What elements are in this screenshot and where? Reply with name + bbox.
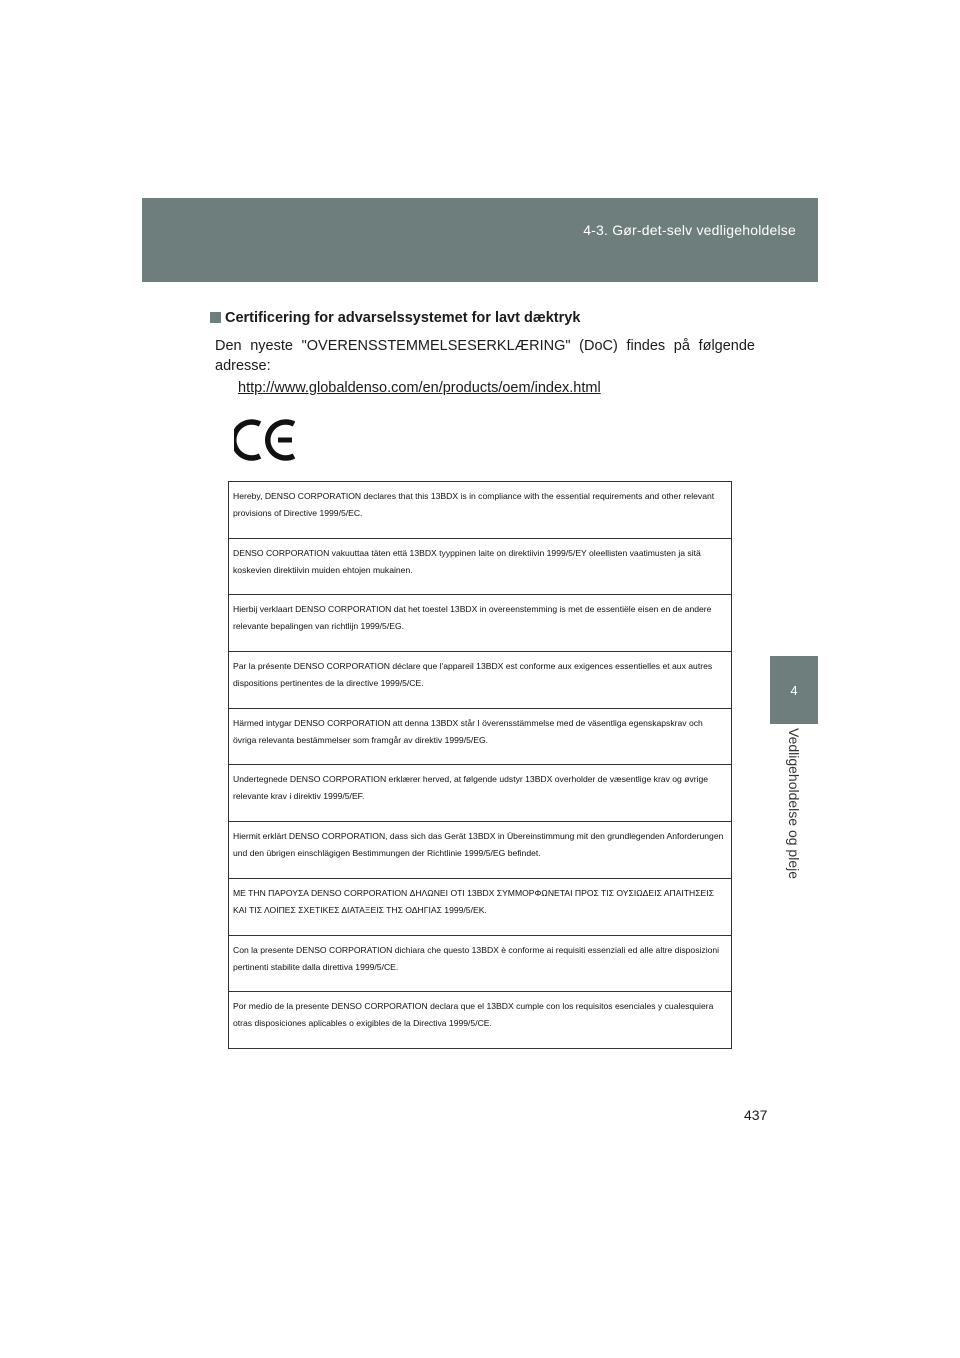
- section-title: 4-3. Gør-det-selv vedligeholdelse: [583, 222, 796, 238]
- intro-paragraph: Den nyeste "OVERENSSTEMMELSESERKLÆRING" (DoC) findes på følgende adresse:: [215, 338, 755, 374]
- certification-section: [210, 310, 755, 376]
- header-bar: [142, 198, 818, 282]
- chapter-tab: 4: [770, 656, 818, 724]
- declaration-row-de: Hiermit erklärt DENSO CORPORATION, dass sich das Gerät 13BDX in Übereinstimmung mit den grundlegenden Anforderungen und den übrigen einschlägigen Bestimmungen der Richtlinie 1999/5/EG befindet.: [229, 822, 731, 879]
- chapter-title: Vedligeholdelse og pleje: [786, 728, 802, 880]
- declaration-table: [228, 481, 732, 1049]
- declaration-row-nl: Hierbij verklaart DENSO CORPORATION dat het toestel 13BDX in overeenstemming is met de essentiële eisen en de andere relevante bepalingen van richtlijn 1999/5/EG.: [229, 595, 731, 652]
- declaration-row-sv: Härmed intygar DENSO CORPORATION att denna 13BDX står I överensstämmelse med de väsentliga egenskapskrav och övriga relevanta bestämmelser som framgår av direktiv 1999/5/EG.: [229, 709, 731, 766]
- doc-url-link[interactable]: http://www.globaldenso.com/en/products/oem/index.html: [238, 380, 601, 396]
- section-heading: Certificering for advarselssystemet for lavt dæktryk: [210, 310, 755, 326]
- page-number: 437: [744, 1107, 768, 1123]
- declaration-row-en: Hereby, DENSO CORPORATION declares that this 13BDX is in compliance with the essential requirements and other relevant provisions of Directive 1999/5/EC.: [229, 482, 731, 539]
- declaration-row-fr: Par la présente DENSO CORPORATION déclare que l'appareil 13BDX est conforme aux exigences essentielles et aux autres dispositions pertinentes de la directive 1999/5/CE.: [229, 652, 731, 709]
- declaration-row-it: Con la presente DENSO CORPORATION dichiara che questo 13BDX è conforme ai requisiti essenziali ed alle altre disposizioni pertinenti stabilite dalla direttiva 1999/5/CE.: [229, 936, 731, 993]
- declaration-row-el: ΜΕ ΤΗΝ ΠΑΡΟΥΣΑ DENSO CORPORATION ΔΗΛΩΝΕΙ ΟΤΙ 13BDX ΣΥΜΜΟΡΦΩΝΕΤΑΙ ΠΡΟΣ ΤΙΣ ΟΥΣΙΩΔΕΙΣ ΑΠΑΙΤΗΣΕΙΣ ΚΑΙ ΤΙΣ ΛΟΙΠΕΣ ΣΧΕΤΙΚΕΣ ΔΙΑΤΑΞΕΙΣ ΤΗΣ ΟΔΗΓΙΑΣ 1999/5/ΕΚ.: [229, 879, 731, 936]
- ce-mark-icon: [234, 418, 300, 462]
- declaration-row-da: Undertegnede DENSO CORPORATION erklærer herved, at følgende udstyr 13BDX overholder de væsentlige krav og øvrige relevante krav i direktiv 1999/5/EF.: [229, 765, 731, 822]
- declaration-row-fi: DENSO CORPORATION vakuuttaa täten että 13BDX tyyppinen laite on direktiivin 1999/5/EY oleellisten vaatimusten ja sitä koskevien direktiivin muiden ehtojen mukainen.: [229, 539, 731, 596]
- square-bullet-icon: [210, 312, 221, 323]
- declaration-row-es: Por medio de la presente DENSO CORPORATION declara que el 13BDX cumple con los requisitos esenciales y cualesquiera otras disposiciones aplicables o exigibles de la Directiva 1999/5/CE.: [233, 1001, 714, 1029]
